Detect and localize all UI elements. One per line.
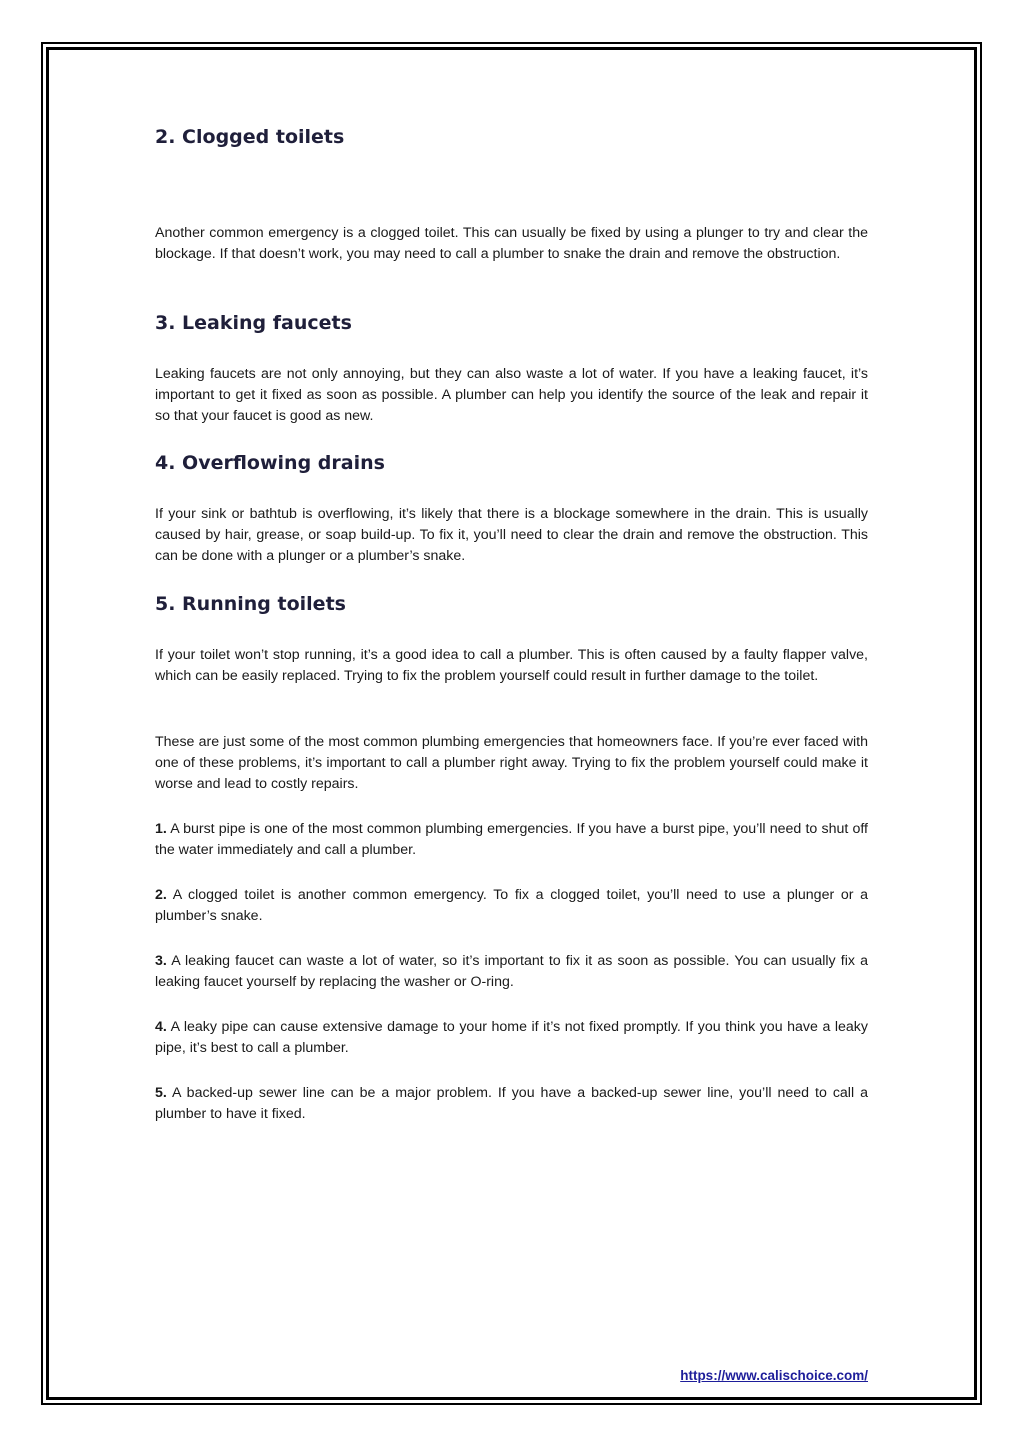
list-item bbox=[155, 1083, 868, 1125]
section-heading-running-toilets: 5. Running toilets bbox=[155, 593, 346, 615]
list-item bbox=[155, 951, 868, 993]
list-item-number: 1. bbox=[155, 821, 167, 837]
list-item-number: 4. bbox=[155, 1019, 167, 1035]
section-heading-clogged-toilets: 2. Clogged toilets bbox=[155, 126, 345, 148]
summary-paragraph: These are just some of the most common plumbing emergencies that homeowners face. If you’re ever faced with one of these problems, it’s important to call a plumber right away. Trying to fix the problem yourself could make it worse and lead to costly repairs. bbox=[155, 734, 868, 792]
section-body-running-toilets: If your toilet won’t stop running, it’s a good idea to call a plumber. This is often caused by a faulty flapper valve, which can be easily replaced. Trying to fix the problem yourself could result in further damage to the toilet. bbox=[155, 647, 868, 684]
list-item-text: A burst pipe is one of the most common plumbing emergencies. If you have a burst pipe, you’ll need to shut off the water immediately and call a plumber. bbox=[155, 821, 868, 858]
list-item-number: 2. bbox=[155, 887, 167, 903]
section-heading-overflowing-drains: 4. Overflowing drains bbox=[155, 452, 385, 474]
list-item bbox=[155, 819, 868, 861]
footer-website-link[interactable]: https://www.calischoice.com/ bbox=[680, 1368, 868, 1383]
section-body-leaking-faucets: Leaking faucets are not only annoying, but they can also waste a lot of water. If you have a leaking faucet, it’s important to get it fixed as soon as possible. A plumber can help you identify the source of the leak and repair it so that your faucet is good as new. bbox=[155, 366, 868, 424]
list-item-number: 3. bbox=[155, 953, 167, 969]
section-body-overflowing-drains: If your sink or bathtub is overflowing, it’s likely that there is a blockage somewhere in the drain. This is usually caused by hair, grease, or soap build-up. To fix it, you’ll need to clear the drain and remove the obstruction. This can be done with a plunger or a plumber’s snake. bbox=[155, 506, 868, 564]
section-heading-leaking-faucets: 3. Leaking faucets bbox=[155, 312, 352, 334]
list-item-number: 5. bbox=[155, 1085, 167, 1101]
list-item-text: A leaky pipe can cause extensive damage to your home if it’s not fixed promptly. If you think you have a leaky pipe, it’s best to call a plumber. bbox=[155, 1019, 868, 1056]
list-item bbox=[155, 1017, 868, 1059]
list-item bbox=[155, 885, 868, 927]
section-body-clogged-toilets: Another common emergency is a clogged toilet. This can usually be fixed by using a plunger to try and clear the blockage. If that doesn’t work, you may need to call a plumber to snake the drain and remove the obstruction. bbox=[155, 225, 868, 262]
list-item-text: A backed-up sewer line can be a major problem. If you have a backed-up sewer line, you’ll need to call a plumber to have it fixed. bbox=[155, 1085, 868, 1122]
list-item-text: A clogged toilet is another common emergency. To fix a clogged toilet, you’ll need to use a plunger or a plumber’s snake. bbox=[155, 887, 868, 924]
list-item-text: A leaking faucet can waste a lot of water, so it’s important to fix it as soon as possible. You can usually fix a leaking faucet yourself by replacing the washer or O-ring. bbox=[155, 953, 868, 990]
